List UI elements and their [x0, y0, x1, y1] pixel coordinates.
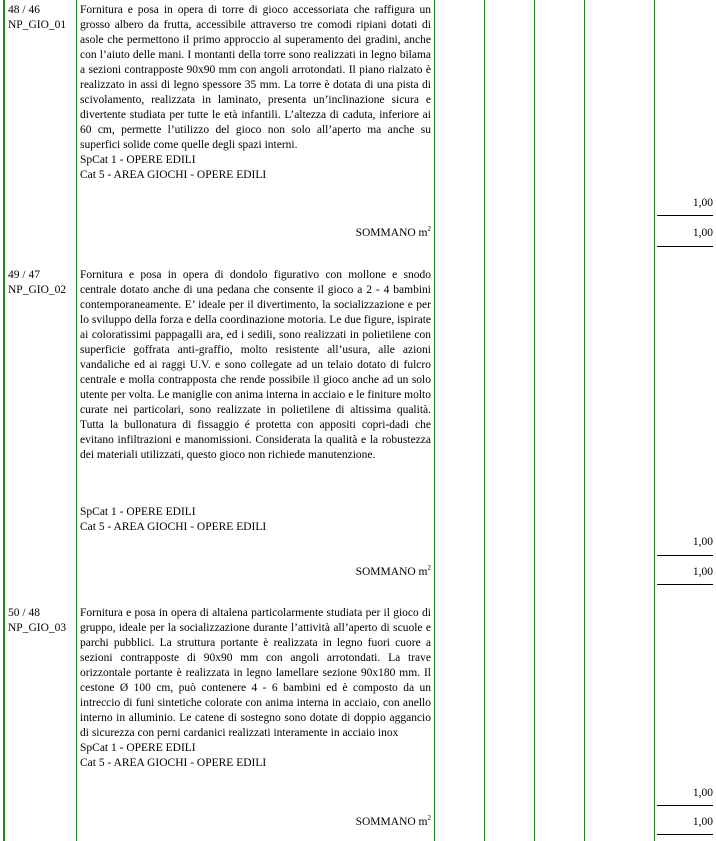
item-description-text: Fornitura e posa in opera di torre di gioco accessoriata che raffigura un grosso albero da frutta, accessibile attraverso tre comodi ripiani dotati di asole che permettono il primo approccio al superamento dei gradini, anche con l’aiuto delle mani. I montanti della torre sono realizzati in legno bilama a sezioni contrapposte 90x90 mm con angoli arrotondati. Il piano rialzato è realizzato in assi di legno spessore 35 mm. La torre è dotata di una pista di scivolamento, realizzata in laminato, presenta un’inclinazione sicura e divertente studiata per tutte le età infantili. L’altezza di caduta, inferiore ai 60 cm, permette l’utilizzo del gioco non solo all’aperto ma anche su superfici solide come quelle degli spazi interni. — [80, 4, 431, 151]
total-rule — [657, 246, 713, 247]
item-category — [80, 505, 266, 535]
item-quantity: 1,00 — [692, 536, 713, 548]
item-number: 49 / 47 — [8, 269, 40, 281]
item-description-text: Fornitura e posa in opera di altalena particolarmente studiata per il gioco di gruppo, ideale per la socializzazione durante l’attività all’aperto di scuole e parchi pubblici. La struttura portante è realizzata in legno fuori cuore a sezioni contrapposte di 90x90 mm con angoli arrotondati. La trave orizzontale portante è realizzata in legno lamellare sezione 90x180 mm. Il cestone Ø 100 cm, può contenere 4 - 6 bambini ed è composto da un intreccio di funi sintetiche colorate con anima interna in acciaio, con anello interno in alluminio. Le catene di sostegno sono dotate di doppio aggancio di sicurezza con perni cardanici realizzati interamente in acciaio inox — [80, 607, 431, 739]
item-quantity: 1,00 — [692, 197, 713, 209]
item-cat: Cat 5 - AREA GIOCHI - OPERE EDILI — [80, 521, 267, 533]
item-number: 50 / 48 — [8, 607, 40, 619]
column-rule — [434, 0, 435, 841]
item-code: NP_GIO_01 — [8, 19, 67, 31]
subtotal-rule — [657, 805, 713, 806]
item-cat: Cat 5 - AREA GIOCHI - OPERE EDILI — [80, 169, 267, 181]
item-code: NP_GIO_03 — [8, 622, 67, 634]
column-rule — [654, 0, 655, 841]
item-description — [80, 268, 431, 463]
column-rule — [584, 0, 585, 841]
item-description-text: Fornitura e posa in opera di dondolo figurativo con mollone e snodo centrale dotato anche di una pedana che consente il gioco a 2 - 4 bambini contemporaneamente. E’ ideale per il divertimento, la socializzazione e per lo sviluppo della forza e della coordinazione motoria. Le due figure, ispirate ai coloratissimi pappagalli ara, ed i sedili, sono realizzati in polietilene con superficie goffrata anti-graffio, molto resistente all’usura, alle azioni vandaliche ed ai raggi U.V. e sono collegate ad un telaio dotato di fulcro centrale e molla contrapposta che rende possibile il gioco anche ad un solo utente per volta. Le maniglie con anima interna in acciaio e le finiture molto curate nei particolari, sono realizzate in polietilene di altissima qualità. Tutta la bullonatura di fissaggio é protetta con appositi copri-dadi che evitano infiltrazioni e manomissioni. Considerata la qualità e la robustezza dei materiali utilizzati, questo gioco non richiede manutenzione. — [80, 269, 431, 461]
item-quantity: 1,00 — [692, 787, 713, 799]
item-cat: Cat 5 - AREA GIOCHI - OPERE EDILI — [80, 757, 267, 769]
item-spcat: SpCat 1 - OPERE EDILI — [80, 742, 196, 754]
item-spcat: SpCat 1 - OPERE EDILI — [80, 506, 196, 518]
item-code-cell — [8, 3, 66, 33]
item-code-cell — [8, 606, 66, 636]
column-rule — [534, 0, 535, 841]
item-code-cell — [8, 268, 66, 298]
column-rule — [76, 0, 77, 841]
item-spcat: SpCat 1 - OPERE EDILI — [80, 154, 196, 166]
item-code: NP_GIO_02 — [8, 284, 67, 296]
column-rule — [484, 0, 485, 841]
sommano-label: SOMMANO $m^2$ — [355, 225, 431, 239]
sommano-label: SOMMANO $m^2$ — [355, 814, 431, 828]
sommano-label: SOMMANO $m^2$ — [355, 564, 431, 578]
item-description — [80, 3, 431, 183]
total-rule — [657, 834, 713, 835]
sommano-value: 1,00 — [692, 227, 713, 239]
subtotal-rule — [657, 215, 713, 216]
column-rule — [3, 0, 5, 841]
item-description — [80, 606, 431, 771]
subtotal-rule — [657, 555, 713, 556]
sommano-value: 1,00 — [692, 566, 713, 578]
sommano-value: 1,00 — [692, 816, 713, 828]
item-number: 48 / 46 — [8, 4, 40, 16]
total-rule — [657, 584, 713, 585]
